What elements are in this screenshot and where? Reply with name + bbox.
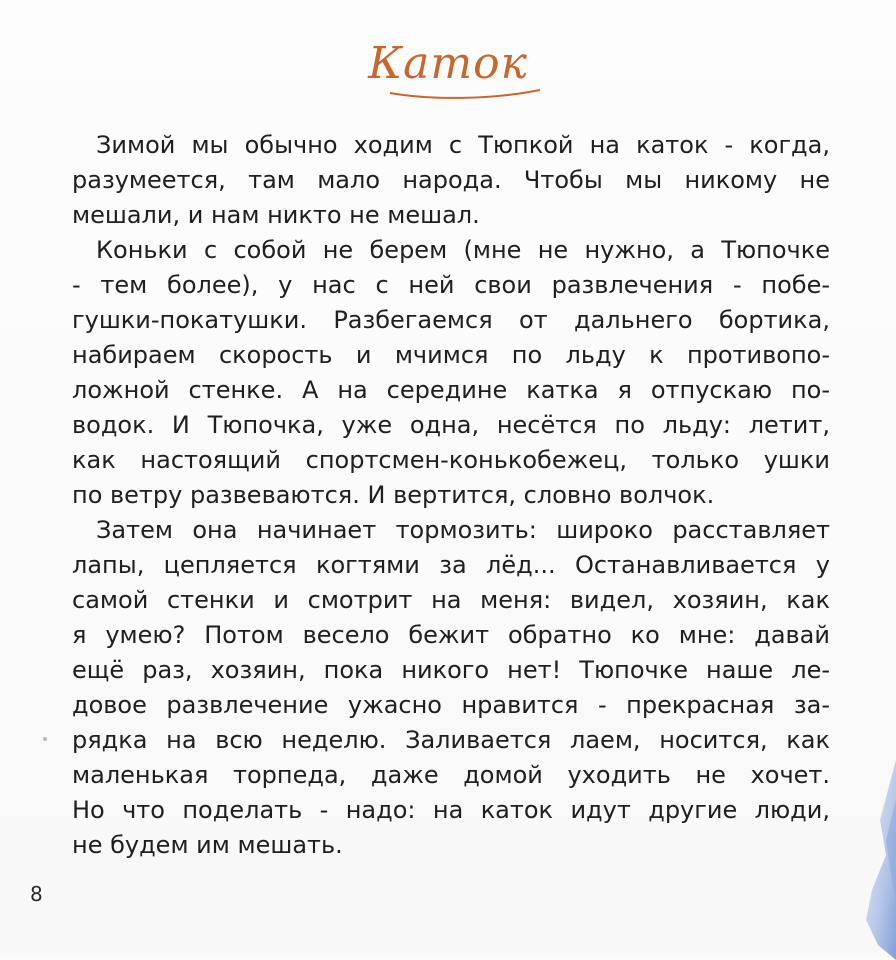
- text-line: Зимой мы обычно ходим с Тюпкой на каток - когда,: [96, 131, 830, 159]
- print-speck: [43, 737, 47, 741]
- text-line: Затем она начинает тормозить: широко расставляет: [96, 516, 830, 544]
- text-line: - тем более), у нас с ней свои развлечения - побе-: [72, 271, 830, 299]
- page-title: Каток: [368, 38, 528, 89]
- text-line: не будем им мешать.: [72, 831, 343, 859]
- text-line: рядка на всю неделю. Заливается лаем, носится, как: [72, 726, 830, 754]
- text-line: Но что поделать - надо: на каток идут другие люди,: [72, 796, 830, 824]
- text-line: самой стенки и смотрит на меня: видел, хозяин, как: [72, 586, 830, 614]
- page-number: 8: [30, 882, 43, 906]
- text-line: по ветру развеваются. И вертится, словно волчок.: [72, 481, 715, 509]
- text-line: лапы, цепляется когтями за лёд... Останавливается у: [72, 551, 830, 579]
- text-line: маленькая торпеда, даже домой уходить не хочет.: [72, 761, 830, 789]
- text-line: Коньки с собой не берем (мне не нужно, а Тюпочке: [96, 236, 830, 264]
- ice-illustration-edge: [836, 760, 896, 960]
- text-line: гушки-покатушки. Разбегаемся от дальнего бортика,: [72, 306, 830, 334]
- title-swash-decoration: [380, 84, 550, 102]
- text-line: набираем скорость и мчимся по льду к противопо-: [72, 341, 830, 369]
- text-line: ложной стенке. А на середине катка я отпускаю по-: [72, 376, 830, 404]
- text-line: довое развлечение ужасно нравится - прекрасная за-: [72, 691, 830, 719]
- text-line: как настоящий спортсмен-конькобежец, только ушки: [72, 446, 830, 474]
- text-line: водок. И Тюпочка, уже одна, несётся по льду: летит,: [72, 411, 830, 439]
- text-line: мешали, и нам никто не мешал.: [72, 201, 480, 229]
- text-line: я умею? Потом весело бежит обратно ко мне: давай: [72, 621, 830, 649]
- text-line: ещё раз, хозяин, пока никого нет! Тюпочке наше ле-: [72, 656, 830, 684]
- story-text: [72, 128, 830, 863]
- text-line: разумеется, там мало народа. Чтобы мы никому не: [72, 166, 830, 194]
